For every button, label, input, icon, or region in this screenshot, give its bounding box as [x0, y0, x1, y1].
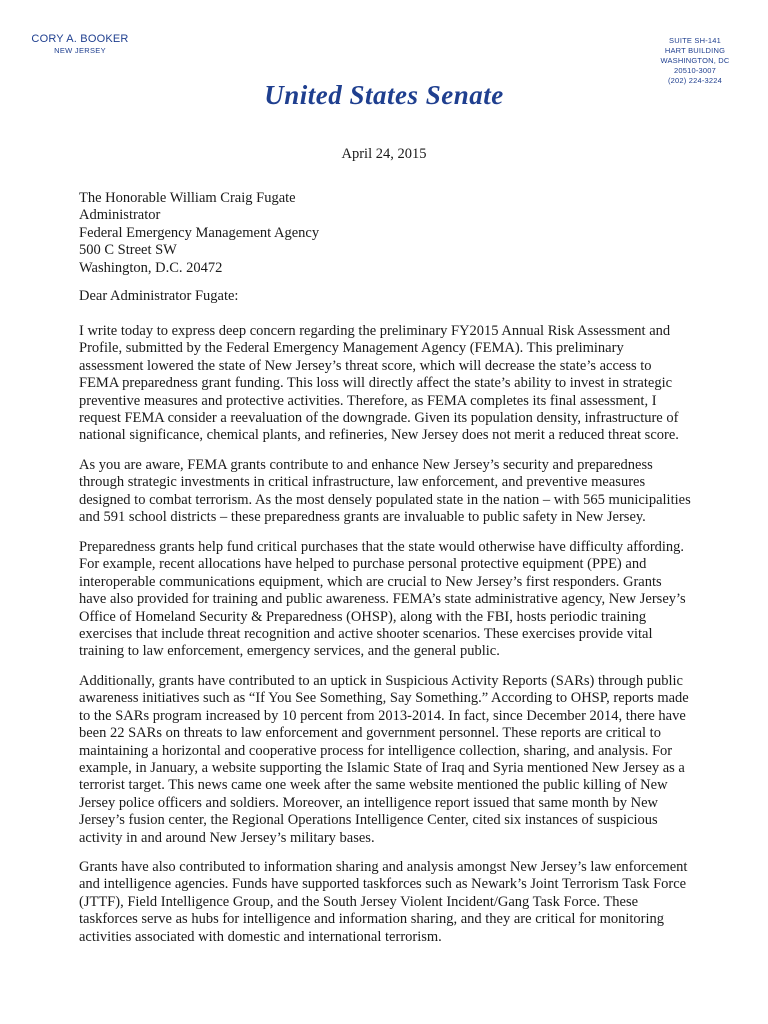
office-city: WASHINGTON, DC 20510-3007 — [660, 56, 730, 75]
body-paragraph: As you are aware, FEMA grants contribute to and enhance New Jersey’s security and preparedness through strategic investments in critical infrastructure, law enforcement, and preventive measures designed to combat terrorism. As the most densely populated state in the nation – with 565 municipalities and 591 school districts – these preparedness grants are invaluable to public safety in New Jersey. — [79, 457, 691, 526]
recipient-line: Washington, D.C. 20472 — [79, 259, 223, 276]
salutation: Dear Administrator Fugate: — [79, 288, 239, 304]
body-paragraph: Preparedness grants help fund critical purchases that the state would otherwise have difficulty affording. For example, recent allocations have helped to purchase personal protective equipment (PPE) and interoperable communications equipment, which are crucial to New Jersey’s first responders. Grants have also provided for training and public awareness. FEMA’s state administrative agency, New Jersey’s Office of Homeland Security & Preparedness (OHSP), along with the FBI, hosts periodic training exercises that include threat recognition and active shooter scenarios. These exercises provide vital training to law enforcement, emergency services, and the general public. — [79, 539, 686, 660]
letter-date: April 24, 2015 — [341, 146, 427, 162]
senator-state: NEW JERSEY — [54, 46, 106, 55]
senator-block — [30, 33, 130, 56]
senator-name: CORY A. BOOKER — [31, 33, 129, 45]
body-paragraph: I write today to express deep concern regarding the preliminary FY2015 Annual Risk Assessment and Profile, submitted by the Federal Emergency Management Agency (FEMA). This preliminary assessment lowered the state of New Jersey’s threat score, which will decrease the state’s access to FEMA preparedness grant funding. This loss will directly affect the state’s ability to invest in strategic preventive measures and protective activities. Therefore, as FEMA completes its final assessment, I request FEMA consider a reevaluation of the downgrade. Given its population density, infrastructure of national significance, chemical plants, and refineries, New Jersey does not merit a reduced threat score. — [79, 323, 679, 444]
office-address-block — [610, 36, 740, 86]
letterhead-title: United States Senate — [264, 80, 504, 110]
body-paragraph: Grants have also contributed to information sharing and analysis amongst New Jersey’s law enforcement and intelligence agencies. Funds have supported taskforces such as Newark’s Joint Terrorism Task Force (JTTF), Field Intelligence Group, and the South Jersey Violent Incident/Gang Task Force. These taskforces serve as hubs for intelligence and information sharing, and they are critical for monitoring activities associated with domestic and international terrorism. — [79, 859, 688, 945]
office-building: HART BUILDING — [664, 46, 726, 55]
recipient-line: Federal Emergency Management Agency — [79, 224, 320, 241]
body-paragraph: Additionally, grants have contributed to an uptick in Suspicious Activity Reports (SARs) through public awareness initiatives such as “If You See Something, Say Something.” According to OHSP, reports made to the SARs program increased by 10 percent from 2013-2014. In fact, since December 2014, there have been 22 SARs on threats to law enforcement and government personnel. These reports are critical to maintaining a horizontal and cooperative process for intelligence collection, sharing, and analysis. For example, in January, a website supporting the Islamic State of Iraq and Syria mentioned New Jersey as a terrorist target. This news came one week after the same website mentioned the public killing of New Jersey police officers and soldiers. Moreover, an intelligence report issued that same month by New Jersey’s fusion center, the Regional Operations Intelligence Center, cited six instances of suspicious activity in and around New Jersey’s military bases. — [79, 673, 689, 846]
office-phone: (202) 224-3224 — [667, 76, 723, 85]
recipient-address — [79, 190, 319, 277]
recipient-line: Administrator — [79, 207, 161, 224]
recipient-line: The Honorable William Craig Fugate — [79, 190, 296, 206]
office-suite: SUITE SH-141 — [669, 36, 721, 45]
recipient-line: 500 C Street SW — [79, 242, 177, 259]
